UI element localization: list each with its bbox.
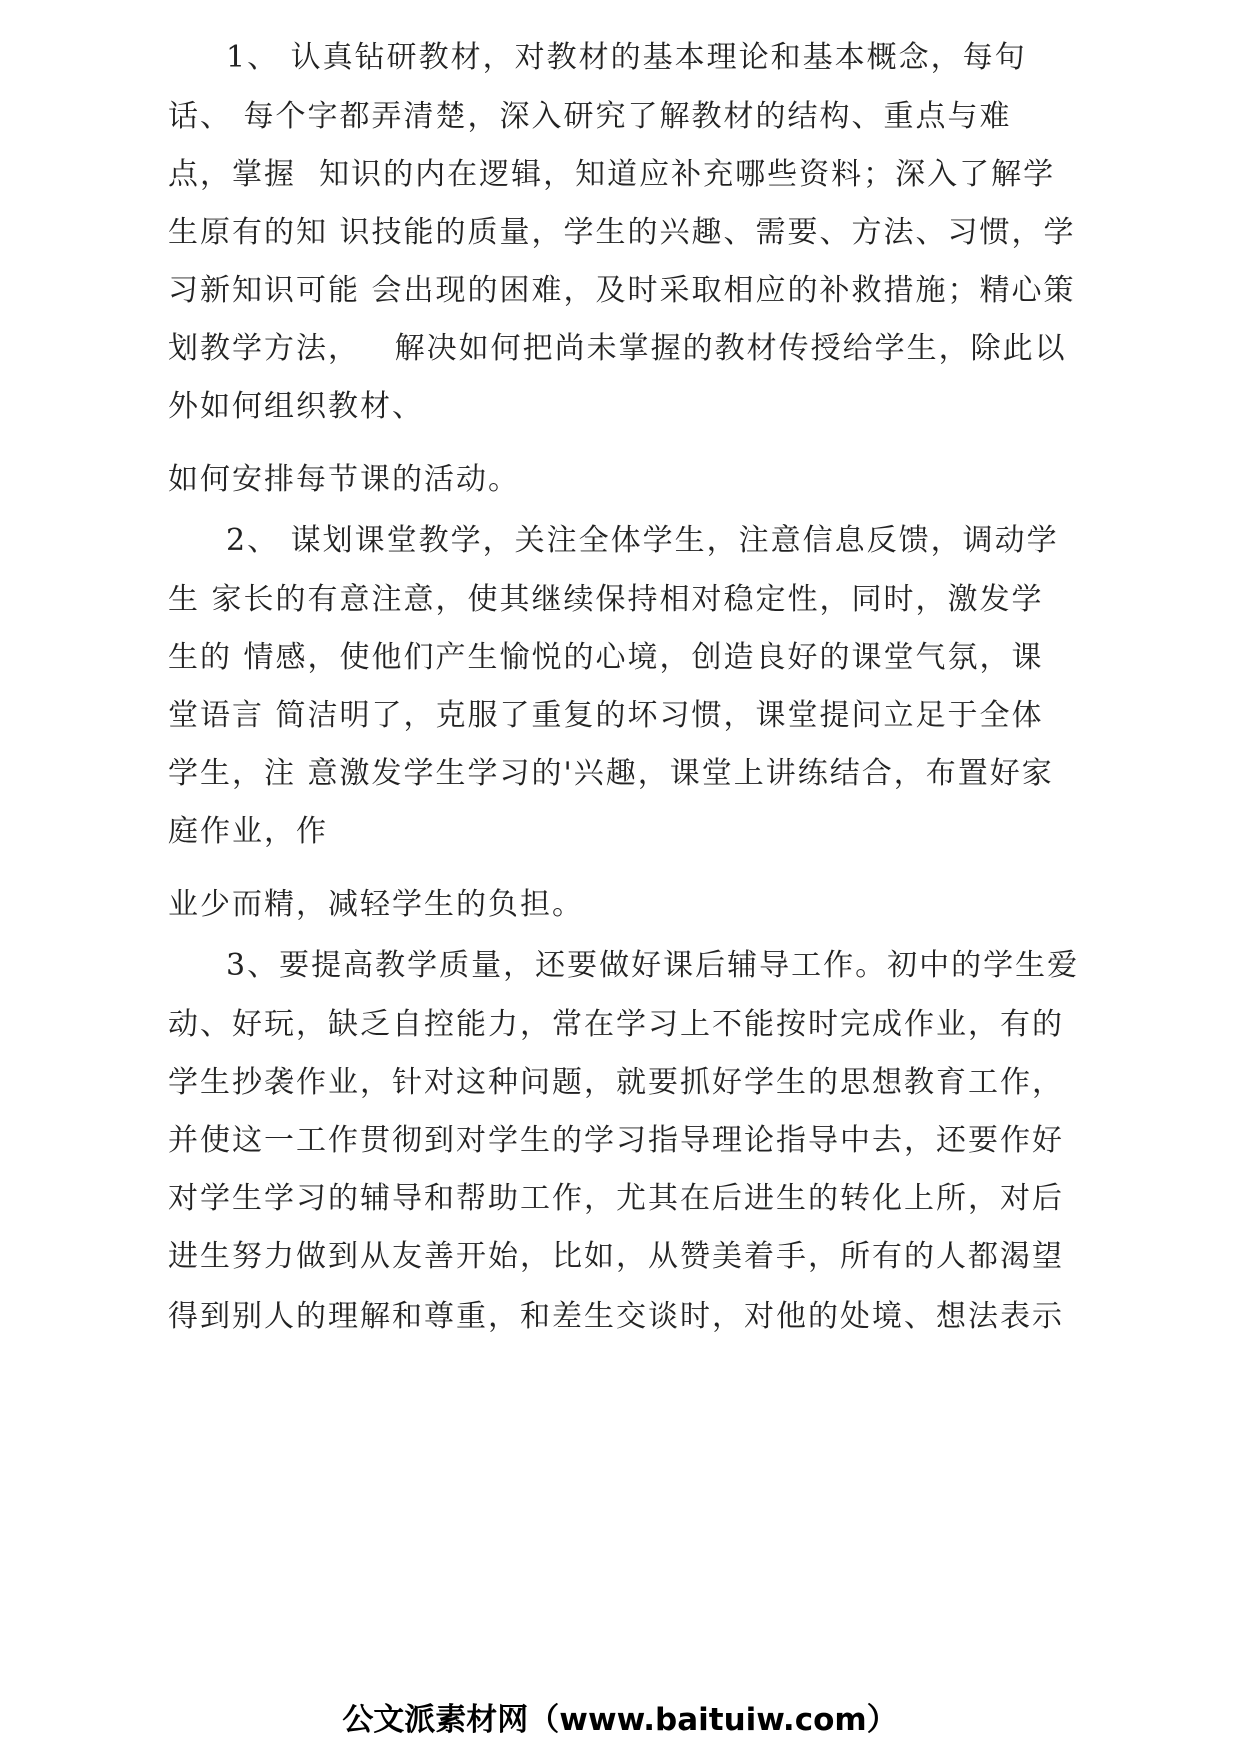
paragraph-1-line-4: 生原有的知 识技能的质量，学生的兴趣、需要、方法、习惯，学 (168, 215, 1076, 250)
paragraph-3-line-5: 对学生学习的辅导和帮助工作，尤其在后进生的转化上所，对后 (168, 1181, 1064, 1216)
paragraph-3-line-6: 进生努力做到从友善开始，比如，从赞美着手，所有的人都渴望 (168, 1239, 1064, 1274)
paragraph-2-line-7: 业少而精，减轻学生的负担。 (168, 887, 584, 922)
paragraph-3-line-2: 动、好玩，缺乏自控能力，常在学习上不能按时完成作业，有的 (168, 1007, 1064, 1042)
paragraph-1-line-7: 外如何组织教材、 (168, 389, 424, 424)
paragraph-1-line-8: 如何安排每节课的活动。 (168, 462, 520, 497)
paragraph-2-line-5: 学生，注 意激发学生学习的'兴趣，课堂上讲练结合，布置好家 (168, 756, 1054, 791)
paragraph-2-line-2: 生 家长的有意注意，使其继续保持相对稳定性，同时，激发学 (168, 582, 1044, 617)
paragraph-3-line-4: 并使这一工作贯彻到对学生的学习指导理论指导中去，还要作好 (168, 1123, 1064, 1158)
paragraph-3-line-7: 得到别人的理解和尊重，和差生交谈时，对他的处境、想法表示 (168, 1299, 1064, 1334)
paragraph-1-line-5: 习新知识可能 会出现的困难，及时采取相应的补救措施；精心策 (168, 273, 1076, 308)
paragraph-1-line-3: 点，掌握 知识的内在逻辑，知道应补充哪些资料；深入了解学 (168, 157, 1056, 192)
paragraph-2-line-6: 庭作业，作 (168, 814, 328, 849)
paragraph-1-line-2: 话、 每个字都弄清楚，深入研究了解教材的结构、重点与难 (168, 99, 1012, 134)
paragraph-3-line-3: 学生抄袭作业，针对这种问题，就要抓好学生的思想教育工作， (168, 1065, 1064, 1100)
paragraph-1-line-1: 1、 认真钻研教材，对教材的基本理论和基本概念，每句 (226, 40, 1027, 75)
footer-source: 公文派素材网（www.baituiw.com） (342, 1702, 898, 1738)
paragraph-2-line-1: 2、 谋划课堂教学，关注全体学生，注意信息反馈，调动学 (226, 523, 1059, 558)
paragraph-3-line-1: 3、要提高教学质量，还要做好课后辅导工作。初中的学生爱 (226, 948, 1080, 983)
paragraph-1-line-6: 划教学方法， 解决如何把尚未掌握的教材传授给学生，除此以 (168, 331, 1067, 366)
paragraph-2-line-4: 堂语言 简洁明了，克服了重复的坏习惯，课堂提问立足于全体 (168, 698, 1044, 733)
paragraph-2-line-3: 生的 情感，使他们产生愉悦的心境，创造良好的课堂气氛，课 (168, 640, 1044, 675)
